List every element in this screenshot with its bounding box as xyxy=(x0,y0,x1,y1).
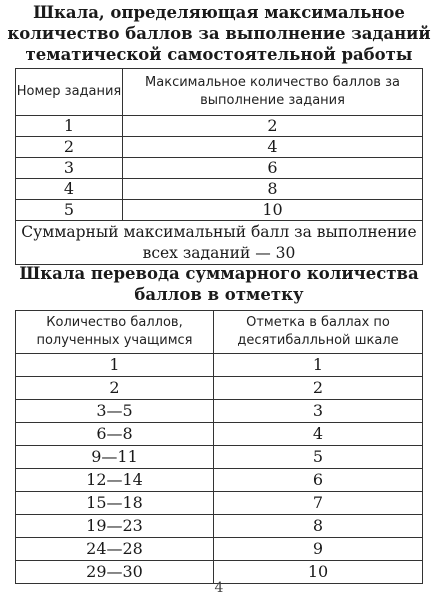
table-row xyxy=(16,354,423,377)
table2-title: Шкала перевода суммарного количества баллов в отметку xyxy=(19,264,419,304)
summary-row xyxy=(16,221,423,265)
table-cell: 7 xyxy=(214,492,423,515)
table-cell: 10 xyxy=(214,561,423,584)
table-cell: 1 xyxy=(214,354,423,377)
table-cell: 1 xyxy=(16,354,214,377)
table-row xyxy=(16,400,423,423)
column-header-grade: Отметка в баллах по десятибалльной шкале xyxy=(214,311,423,354)
table-row xyxy=(16,116,423,137)
table1-title: Шкала, определяющая максимальное количество баллов за выполнение заданий тематической самостоятельной работы xyxy=(7,3,431,64)
table-cell: 15—18 xyxy=(16,492,214,515)
table-cell: 12—14 xyxy=(16,469,214,492)
table-cell: 5 xyxy=(16,200,123,221)
table-row xyxy=(16,137,423,158)
table-cell: 24—28 xyxy=(16,538,214,561)
table-cell: 1 xyxy=(16,116,123,137)
table-row xyxy=(16,200,423,221)
table-cell: 2 xyxy=(16,377,214,400)
table-cell: 19—23 xyxy=(16,515,214,538)
table-row xyxy=(16,538,423,561)
table-cell: 2 xyxy=(123,116,423,137)
table-row xyxy=(16,492,423,515)
table-row xyxy=(16,446,423,469)
column-header-points: Количество баллов, полученных учащимся xyxy=(16,311,214,354)
max-score-table xyxy=(15,68,423,265)
summary-cell: Суммарный максимальный балл за выполнение всех заданий — 30 xyxy=(16,221,423,265)
table-row xyxy=(16,179,423,200)
table-cell: 2 xyxy=(16,137,123,158)
table-cell: 6 xyxy=(214,469,423,492)
table-cell: 4 xyxy=(123,137,423,158)
table-row xyxy=(16,423,423,446)
table-cell: 29—30 xyxy=(16,561,214,584)
table-row xyxy=(16,515,423,538)
table-cell: 2 xyxy=(214,377,423,400)
column-header-max-score: Максимальное количество баллов за выполнение задания xyxy=(123,69,423,116)
table-cell: 6—8 xyxy=(16,423,214,446)
page-number: 4 xyxy=(214,580,224,596)
table-cell: 8 xyxy=(214,515,423,538)
table-cell: 10 xyxy=(123,200,423,221)
table-header-row xyxy=(16,69,423,116)
table-cell: 4 xyxy=(214,423,423,446)
grade-conversion-table xyxy=(15,310,423,584)
table-cell: 4 xyxy=(16,179,123,200)
table-cell: 5 xyxy=(214,446,423,469)
table-cell: 3 xyxy=(214,400,423,423)
table-cell: 6 xyxy=(123,158,423,179)
table-cell: 3 xyxy=(16,158,123,179)
table-header-row xyxy=(16,311,423,354)
table-cell: 9 xyxy=(214,538,423,561)
table-cell: 3—5 xyxy=(16,400,214,423)
table-row xyxy=(16,469,423,492)
column-header-task-number: Номер задания xyxy=(16,69,123,116)
table-cell: 8 xyxy=(123,179,423,200)
table-cell: 9—11 xyxy=(16,446,214,469)
table-row xyxy=(16,158,423,179)
table-row xyxy=(16,377,423,400)
